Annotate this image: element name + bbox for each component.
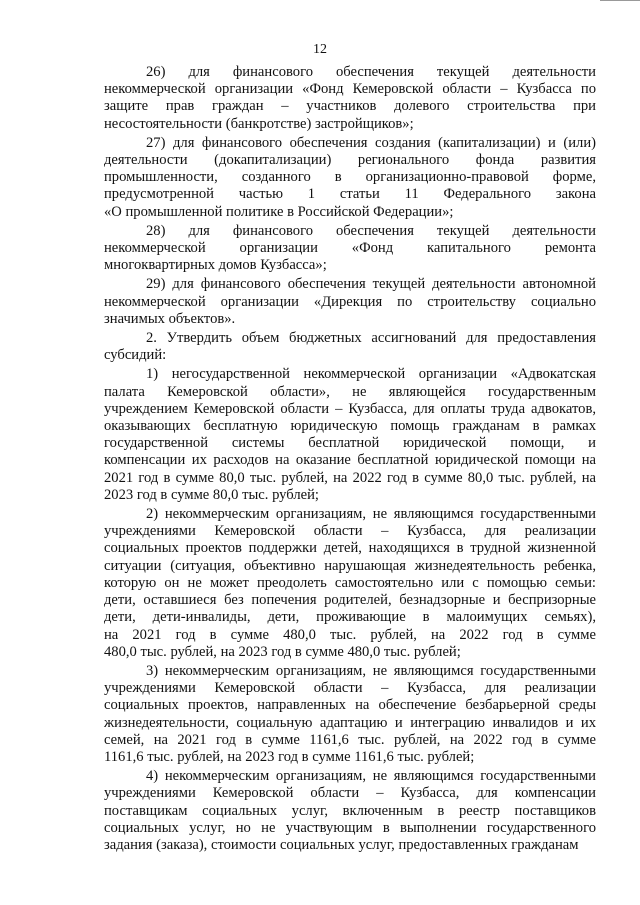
- text-line: государственной системы бесплатной юридической помощи, и: [104, 435, 596, 452]
- text-line: 4) некоммерческим организациям, не являющимся государственными: [146, 768, 596, 785]
- text-line: 3) некоммерческим организациям, не являющимся государственными: [146, 662, 596, 679]
- paragraph-section-2: [104, 330, 596, 364]
- text-line: значимых объектов».: [104, 310, 236, 327]
- text-line: 1) негосударственной некоммерческой организации «Адвокатская: [146, 366, 596, 383]
- paragraph-item-28: [104, 223, 596, 275]
- text-line: 2023 год в сумме 80,0 тыс. рублей;: [104, 486, 319, 503]
- document-body: [104, 64, 596, 856]
- text-line: предусмотренной частью 1 статьи 11 Федерального закона: [104, 186, 596, 203]
- text-line: некоммерческой организации «Фонд Кемеровской области – Кузбасса по: [104, 81, 596, 98]
- text-line: 2. Утвердить объем бюджетных ассигнований для предоставления: [146, 330, 596, 347]
- scan-corner-mark: [600, 0, 640, 4]
- text-line: «О промышленной политике в Российской Федерации»;: [104, 203, 454, 220]
- text-line: жизнедеятельности, социальную адаптацию и интеграцию инвалидов и их: [104, 714, 596, 731]
- text-line: 2021 год в сумме 80,0 тыс. рублей, на 2022 год в сумме 80,0 тыс. рублей, на: [104, 469, 596, 486]
- text-line: 28) для финансового обеспечения текущей деятельности: [146, 222, 596, 239]
- text-line: 29) для финансового обеспечения текущей деятельности автономной: [146, 276, 596, 293]
- text-line: 480,0 тыс. рублей, на 2023 год в сумме 480,0 тыс. рублей;: [104, 643, 461, 660]
- text-line: промышленности, созданного в организационно-правовой форме,: [104, 169, 596, 186]
- text-line: на 2021 год в сумме 480,0 тыс. рублей, на 2022 год в сумме: [104, 626, 596, 643]
- paragraph-sub-2: [104, 506, 596, 661]
- text-line: задания (заказа), стоимости социальных услуг, предоставленных гражданам: [104, 836, 579, 853]
- text-line: несостоятельности (банкротстве) застройщиков»;: [104, 115, 414, 132]
- text-line: дети, дети-инвалиды, дети, проживающие в малоимущих семьях),: [104, 609, 596, 626]
- paragraph-item-26: [104, 64, 596, 133]
- text-line: некоммерческой организации «Фонд капитального ремонта: [104, 240, 596, 257]
- paragraph-item-27: [104, 135, 596, 221]
- text-line: некоммерческой организации «Дирекция по строительству социально: [104, 293, 596, 310]
- text-line: защите прав граждан – участников долевого строительства при: [104, 98, 596, 115]
- text-line: субсидий:: [104, 347, 167, 364]
- text-line: палата Кемеровской области», не являющейся государственным: [104, 383, 596, 400]
- paragraph-sub-1: [104, 366, 596, 504]
- text-line: поставщикам социальных услуг, включенным в реестр поставщиков: [104, 802, 596, 819]
- text-line: социальных услуг, но не участвующим в выполнении государственного: [104, 819, 596, 836]
- text-line: ситуации (ситуация, объективно нарушающая жизнедеятельность ребенка,: [104, 557, 596, 574]
- text-line: учреждениями Кемеровской области – Кузбасса, для компенсации: [104, 785, 596, 802]
- text-line: 27) для финансового обеспечения создания (капитализации) и (или): [146, 134, 596, 151]
- text-line: учреждениями Кемеровской области – Кузбасса, для реализации: [104, 523, 596, 540]
- text-line: оказывающих бесплатную юридическую помощь гражданам в рамках: [104, 418, 596, 435]
- text-line: многоквартирных домов Кузбасса»;: [104, 257, 327, 274]
- text-line: учреждением Кемеровской области – Кузбасса, для оплаты труда адвокатов,: [104, 400, 596, 417]
- text-line: компенсации их расходов на оказание бесплатной юридической помощи на: [104, 452, 596, 469]
- text-line: социальных проектов, направленных на обеспечение безбарьерной среды: [104, 697, 596, 714]
- page-number: 12: [313, 42, 327, 57]
- text-line: которую он не может преодолеть самостоятельно или с помощью семьи:: [104, 574, 596, 591]
- text-line: 1161,6 тыс. рублей, на 2023 год в сумме 1161,6 тыс. рублей;: [104, 748, 475, 765]
- paragraph-sub-4: [104, 768, 596, 854]
- text-line: 26) для финансового обеспечения текущей деятельности: [146, 64, 596, 80]
- text-line: учреждениями Кемеровской области – Кузбасса, для реализации: [104, 680, 596, 697]
- paragraph-sub-3: [104, 663, 596, 766]
- text-line: социальных проектов поддержки детей, находящихся в трудной жизненной: [104, 540, 596, 557]
- text-line: семей, на 2021 год в сумме 1161,6 тыс. рублей, на 2022 год в сумме: [104, 731, 596, 748]
- text-line: деятельности (докапитализации) регионального фонда развития: [104, 152, 596, 169]
- text-line: 2) некоммерческим организациям, не являющимся государственными: [146, 506, 596, 523]
- text-line: дети, оставшиеся без попечения родителей, безнадзорные и беспризорные: [104, 592, 596, 609]
- paragraph-item-29: [104, 276, 596, 328]
